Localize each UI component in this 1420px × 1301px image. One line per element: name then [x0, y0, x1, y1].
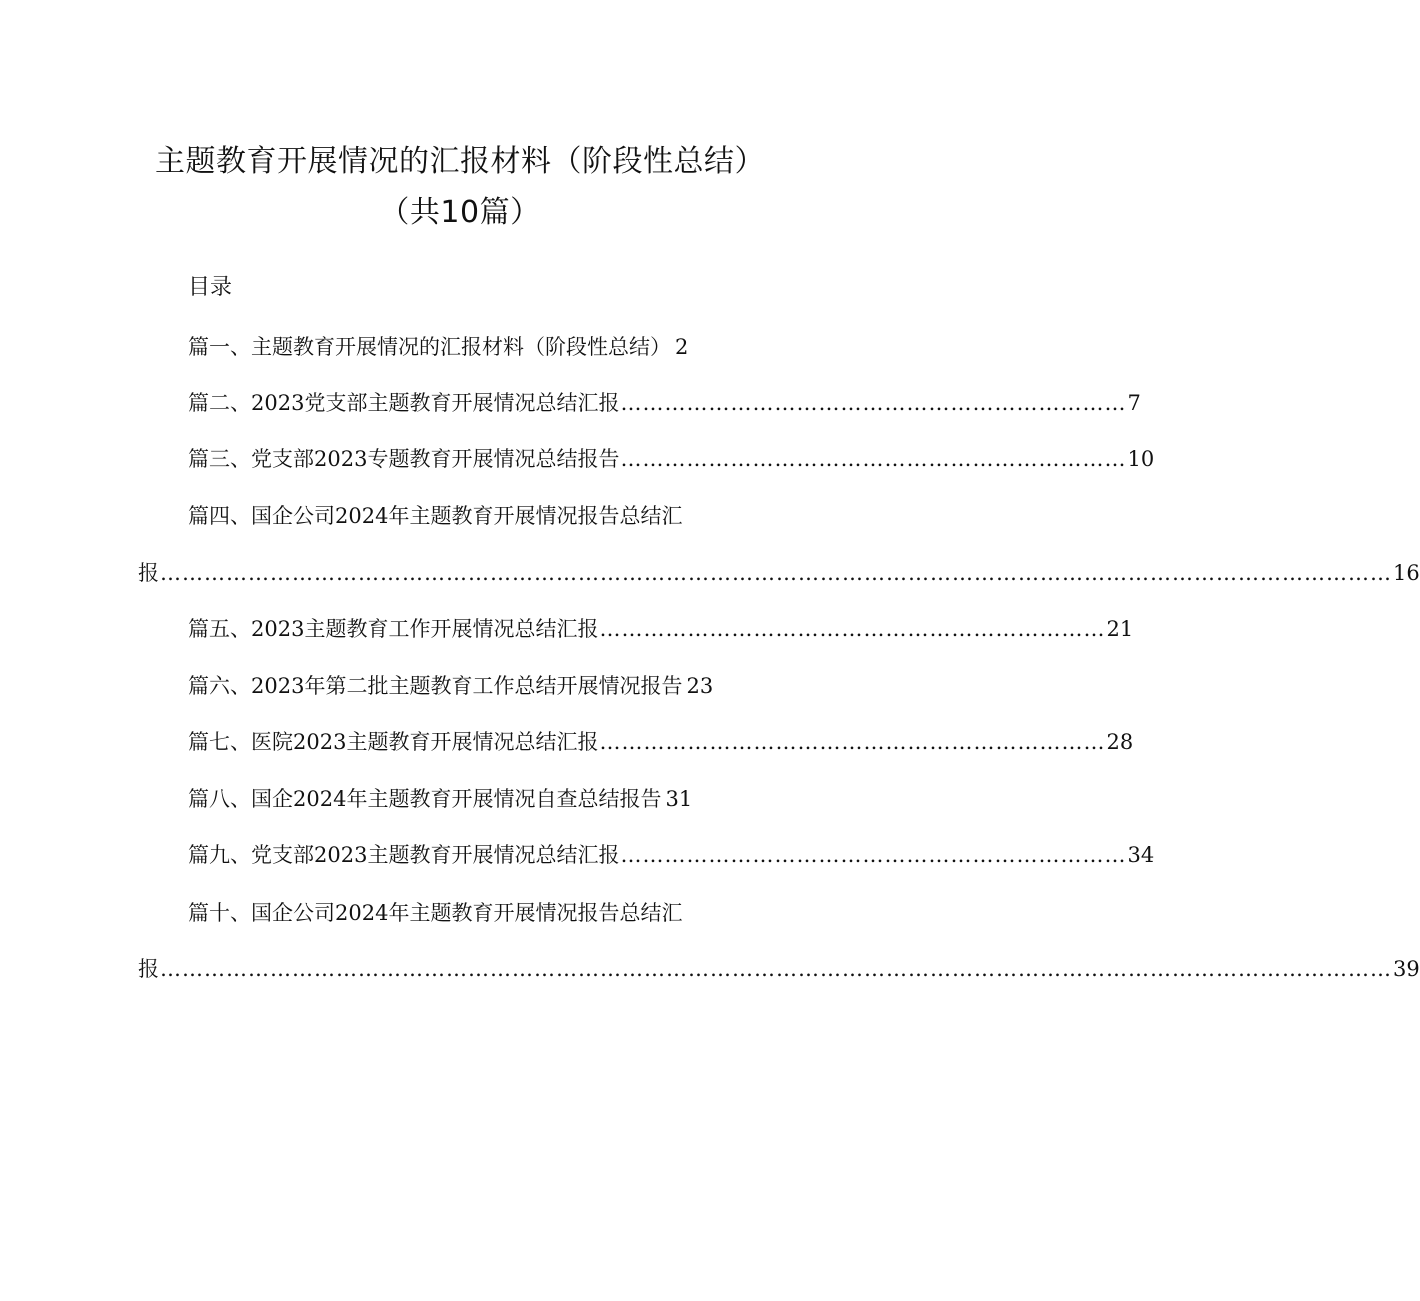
toc-entry-page: 7: [1127, 391, 1141, 415]
toc-entry-10-continuation[interactable]: [138, 954, 1420, 984]
toc-entry-page: 16: [1393, 561, 1420, 585]
toc-entry-title-continuation: 报: [138, 957, 159, 981]
toc-entry-page: 28: [1106, 730, 1134, 754]
toc-leader-dots: ……………………………………………………………………………………………………………………………………………………: [160, 957, 1392, 981]
toc-leader-dots: ……………………………………………………………: [599, 730, 1106, 754]
toc-leader-dots: ……………………………………………………………: [620, 447, 1127, 471]
toc-entry-title: 篇八、国企2024年主题教育开展情况自查总结报告: [188, 787, 662, 811]
toc-leader-dots: ……………………………………………………………: [620, 391, 1127, 415]
toc-entry-title: 篇九、党支部2023主题教育开展情况总结汇报: [188, 843, 620, 867]
toc-entry-title: 篇五、2023主题教育工作开展情况总结汇报: [188, 617, 599, 641]
document-title-line-1: 主题教育开展情况的汇报材料（阶段性总结）: [155, 144, 765, 179]
toc-entry-2[interactable]: [188, 388, 1141, 418]
toc-leader-dots: ……………………………………………………………: [620, 843, 1127, 867]
toc-entry-7[interactable]: [188, 727, 1134, 757]
toc-entry-10[interactable]: [188, 898, 748, 928]
toc-entry-page: 34: [1127, 843, 1155, 867]
toc-entry-page: 2: [675, 335, 689, 359]
toc-entry-page: 10: [1127, 447, 1155, 471]
document-title-line-2: （共10篇）: [379, 195, 541, 230]
toc-entry-page: 39: [1393, 957, 1420, 981]
toc-entry-page: 31: [665, 787, 693, 811]
toc-entry-6[interactable]: [188, 671, 758, 701]
toc-entry-8[interactable]: [188, 784, 748, 814]
toc-entry-title: 篇四、国企公司2024年主题教育开展情况报告总结汇: [188, 504, 683, 528]
toc-entry-9[interactable]: [188, 840, 1155, 870]
toc-entry-title: 篇一、主题教育开展情况的汇报材料（阶段性总结）: [188, 335, 671, 359]
toc-entry-title: 篇六、2023年第二批主题教育工作总结开展情况报告: [188, 674, 683, 698]
toc-entry-title-continuation: 报: [138, 561, 159, 585]
toc-entry-title: 篇三、党支部2023专题教育开展情况总结报告: [188, 447, 620, 471]
toc-entry-page: 23: [686, 674, 714, 698]
toc-entry-4[interactable]: [188, 501, 748, 531]
toc-entry-3[interactable]: [188, 444, 1155, 474]
toc-entry-page: 21: [1106, 617, 1134, 641]
toc-entry-4-continuation[interactable]: [138, 558, 1420, 588]
toc-leader-dots: ……………………………………………………………: [599, 617, 1106, 641]
toc-heading: 目录: [188, 275, 233, 300]
toc-entry-5[interactable]: [188, 614, 1134, 644]
toc-entry-title: 篇七、医院2023主题教育开展情况总结汇报: [188, 730, 599, 754]
toc-entry-title: 篇二、2023党支部主题教育开展情况总结汇报: [188, 391, 620, 415]
toc-leader-dots: ……………………………………………………………………………………………………………………………………………………: [160, 561, 1392, 585]
toc-entry-title: 篇十、国企公司2024年主题教育开展情况报告总结汇: [188, 901, 683, 925]
toc-entry-1[interactable]: [188, 332, 733, 362]
